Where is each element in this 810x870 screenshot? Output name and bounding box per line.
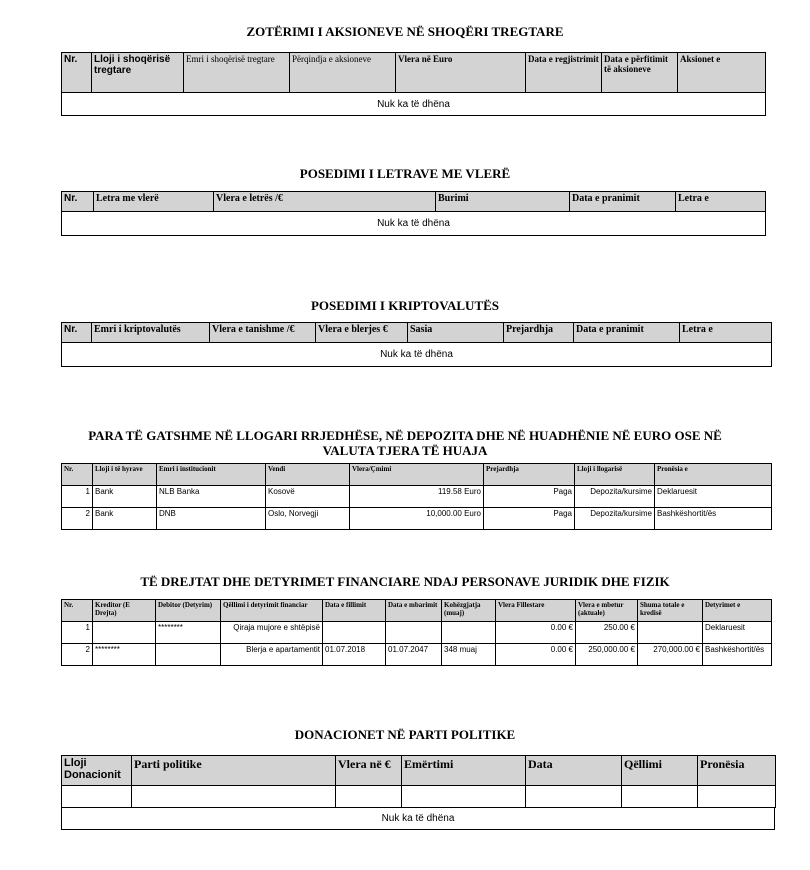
col-header: Lloji Donacionit: [62, 756, 132, 786]
col-header: Parti politike: [132, 756, 336, 786]
cell: Deklaruesit: [703, 622, 772, 644]
col-header: Sasia: [408, 323, 504, 343]
col-header: Pronësia: [698, 756, 776, 786]
col-header: Kohëzgjatja (muaj): [442, 600, 496, 622]
shares-table: [61, 52, 766, 116]
cell: 348 muaj: [442, 644, 496, 666]
section-title-crypto: POSEDIMI I KRIPTOVALUTËS: [310, 298, 500, 313]
cell: 2: [62, 644, 93, 666]
col-header: Letra me vlerë: [94, 192, 214, 212]
cell: [323, 622, 386, 644]
col-header: Qëllimi: [622, 756, 698, 786]
cell: Bashkëshortit/ës: [655, 508, 772, 530]
cell: [638, 622, 703, 644]
cash-table: [61, 463, 772, 530]
col-header: Kreditor (E Drejta): [93, 600, 156, 622]
cell: [442, 622, 496, 644]
cell: 270,000.00 €: [638, 644, 703, 666]
cell: Depozita/kursime: [575, 508, 655, 530]
col-header: Vlera në Euro: [396, 53, 526, 93]
securities-table: [61, 191, 766, 236]
col-header: Data e fillimit: [323, 600, 386, 622]
rights-table: [61, 599, 772, 666]
col-header: Nr.: [62, 53, 92, 93]
col-header: Vlera e letrës /€: [214, 192, 436, 212]
col-header: Detyrimet e: [703, 600, 772, 622]
col-header: Debitor (Detyrim): [156, 600, 221, 622]
col-header: Prejardhja: [504, 323, 574, 343]
no-data-cell: Nuk ka të dhëna: [62, 343, 772, 367]
col-header: Lloji i shoqërisë tregtare: [92, 53, 184, 93]
cell: 1: [62, 486, 93, 508]
col-header: Vlera e tanishme /€: [210, 323, 316, 343]
crypto-table: [61, 322, 772, 367]
no-data-cell: Nuk ka të dhëna: [62, 212, 766, 236]
col-header: Vlera/Çmimi: [350, 464, 484, 486]
cell: 119.58 Euro: [350, 486, 484, 508]
col-header: Data e pranimit: [574, 323, 680, 343]
cell: 10,000.00 Euro: [350, 508, 484, 530]
cell: Paga: [484, 508, 575, 530]
table-row: [62, 622, 772, 644]
col-header: Përqindja e aksioneve: [290, 53, 396, 93]
cell: [386, 622, 442, 644]
col-header: Lloji i të hyrave: [93, 464, 157, 486]
col-header: Nr.: [62, 600, 93, 622]
no-data-cell: Nuk ka të dhëna: [62, 808, 775, 830]
cell: ********: [156, 622, 221, 644]
donations-table: [61, 755, 776, 808]
col-header: Data: [526, 756, 622, 786]
cell: [698, 786, 776, 808]
cell: 250,000.00 €: [576, 644, 638, 666]
table-row: [62, 486, 772, 508]
table-row: [62, 786, 776, 808]
col-header: Lloji i llogarisë: [575, 464, 655, 486]
cell: 250.00 €: [576, 622, 638, 644]
cell: Qiraja mujore e shtëpisë: [221, 622, 323, 644]
col-header: Letra e: [680, 323, 772, 343]
col-header: Nr.: [62, 192, 94, 212]
cell: 0.00 €: [496, 644, 576, 666]
col-header: Emri i shoqërisë tregtare: [184, 53, 290, 93]
section-title-line: VALUTA TJERA TË HUAJA: [322, 443, 488, 458]
cell: Blerja e apartamentit: [221, 644, 323, 666]
col-header: Nr.: [62, 464, 93, 486]
cell: Paga: [484, 486, 575, 508]
no-data-cell: Nuk ka të dhëna: [62, 93, 766, 116]
col-header: Data e pranimit: [570, 192, 676, 212]
col-header: Burimi: [436, 192, 570, 212]
cell: Bashkëshortit/ës: [703, 644, 772, 666]
col-header: Data e përfitimit të aksioneve: [602, 53, 678, 93]
col-header: Pronësia e: [655, 464, 772, 486]
table-row: [62, 644, 772, 666]
cell: ********: [93, 644, 156, 666]
table-row: [62, 508, 772, 530]
cell: NLB Banka: [157, 486, 266, 508]
section-title-donations: DONACIONET NË PARTI POLITIKE: [294, 727, 516, 742]
cell: 01.07.2047: [386, 644, 442, 666]
col-header: Aksionet e: [678, 53, 766, 93]
cell: [526, 786, 622, 808]
col-header: Nr.: [62, 323, 92, 343]
col-header: Emri i kriptovalutës: [92, 323, 210, 343]
cell: Deklaruesit: [655, 486, 772, 508]
col-header: Emri i institucionit: [157, 464, 266, 486]
donations-nodata-table: [61, 807, 775, 830]
cell: 0.00 €: [496, 622, 576, 644]
col-header: Vlera në €: [336, 756, 402, 786]
col-header: Vendi: [266, 464, 350, 486]
cell: [62, 786, 132, 808]
col-header: Vlera e blerjes €: [316, 323, 408, 343]
cell: DNB: [157, 508, 266, 530]
section-title-shares: ZOTËRIMI I AKSIONEVE NË SHOQËRI TREGTARE: [246, 24, 564, 39]
col-header: Prejardhja: [484, 464, 575, 486]
col-header: Vlera Fillestare: [496, 600, 576, 622]
cell: 01.07.2018: [323, 644, 386, 666]
cell: Depozita/kursime: [575, 486, 655, 508]
cell: Bank: [93, 486, 157, 508]
cell: [156, 644, 221, 666]
cell: [622, 786, 698, 808]
section-title-line: PARA TË GATSHME NË LLOGARI RRJEDHËSE, NË DEPOZITA DHE NË HUADHËNIE NË EURO OSE NË: [88, 428, 722, 443]
cell: Oslo, Norvegji: [266, 508, 350, 530]
cell: Kosovë: [266, 486, 350, 508]
cell: Bank: [93, 508, 157, 530]
col-header: Letra e: [676, 192, 766, 212]
cell: [132, 786, 336, 808]
col-header: Data e mbarimit: [386, 600, 442, 622]
col-header: Data e regjistrimit: [526, 53, 602, 93]
cell: 1: [62, 622, 93, 644]
section-title-rights: TË DREJTAT DHE DETYRIMET FINANCIARE NDAJ PERSONAVE JURIDIK DHE FIZIK: [140, 574, 670, 589]
section-title-securities: POSEDIMI I LETRAVE ME VLERË: [299, 166, 511, 181]
cell: 2: [62, 508, 93, 530]
section-title-cash: [0, 428, 810, 458]
cell: [336, 786, 402, 808]
cell: [93, 622, 156, 644]
col-header: Vlera e mbetur (aktuale): [576, 600, 638, 622]
col-header: Qëllimi i detyrimit financiar: [221, 600, 323, 622]
cell: [402, 786, 526, 808]
col-header: Emërtimi: [402, 756, 526, 786]
col-header: Shuma totale e kredisë: [638, 600, 703, 622]
